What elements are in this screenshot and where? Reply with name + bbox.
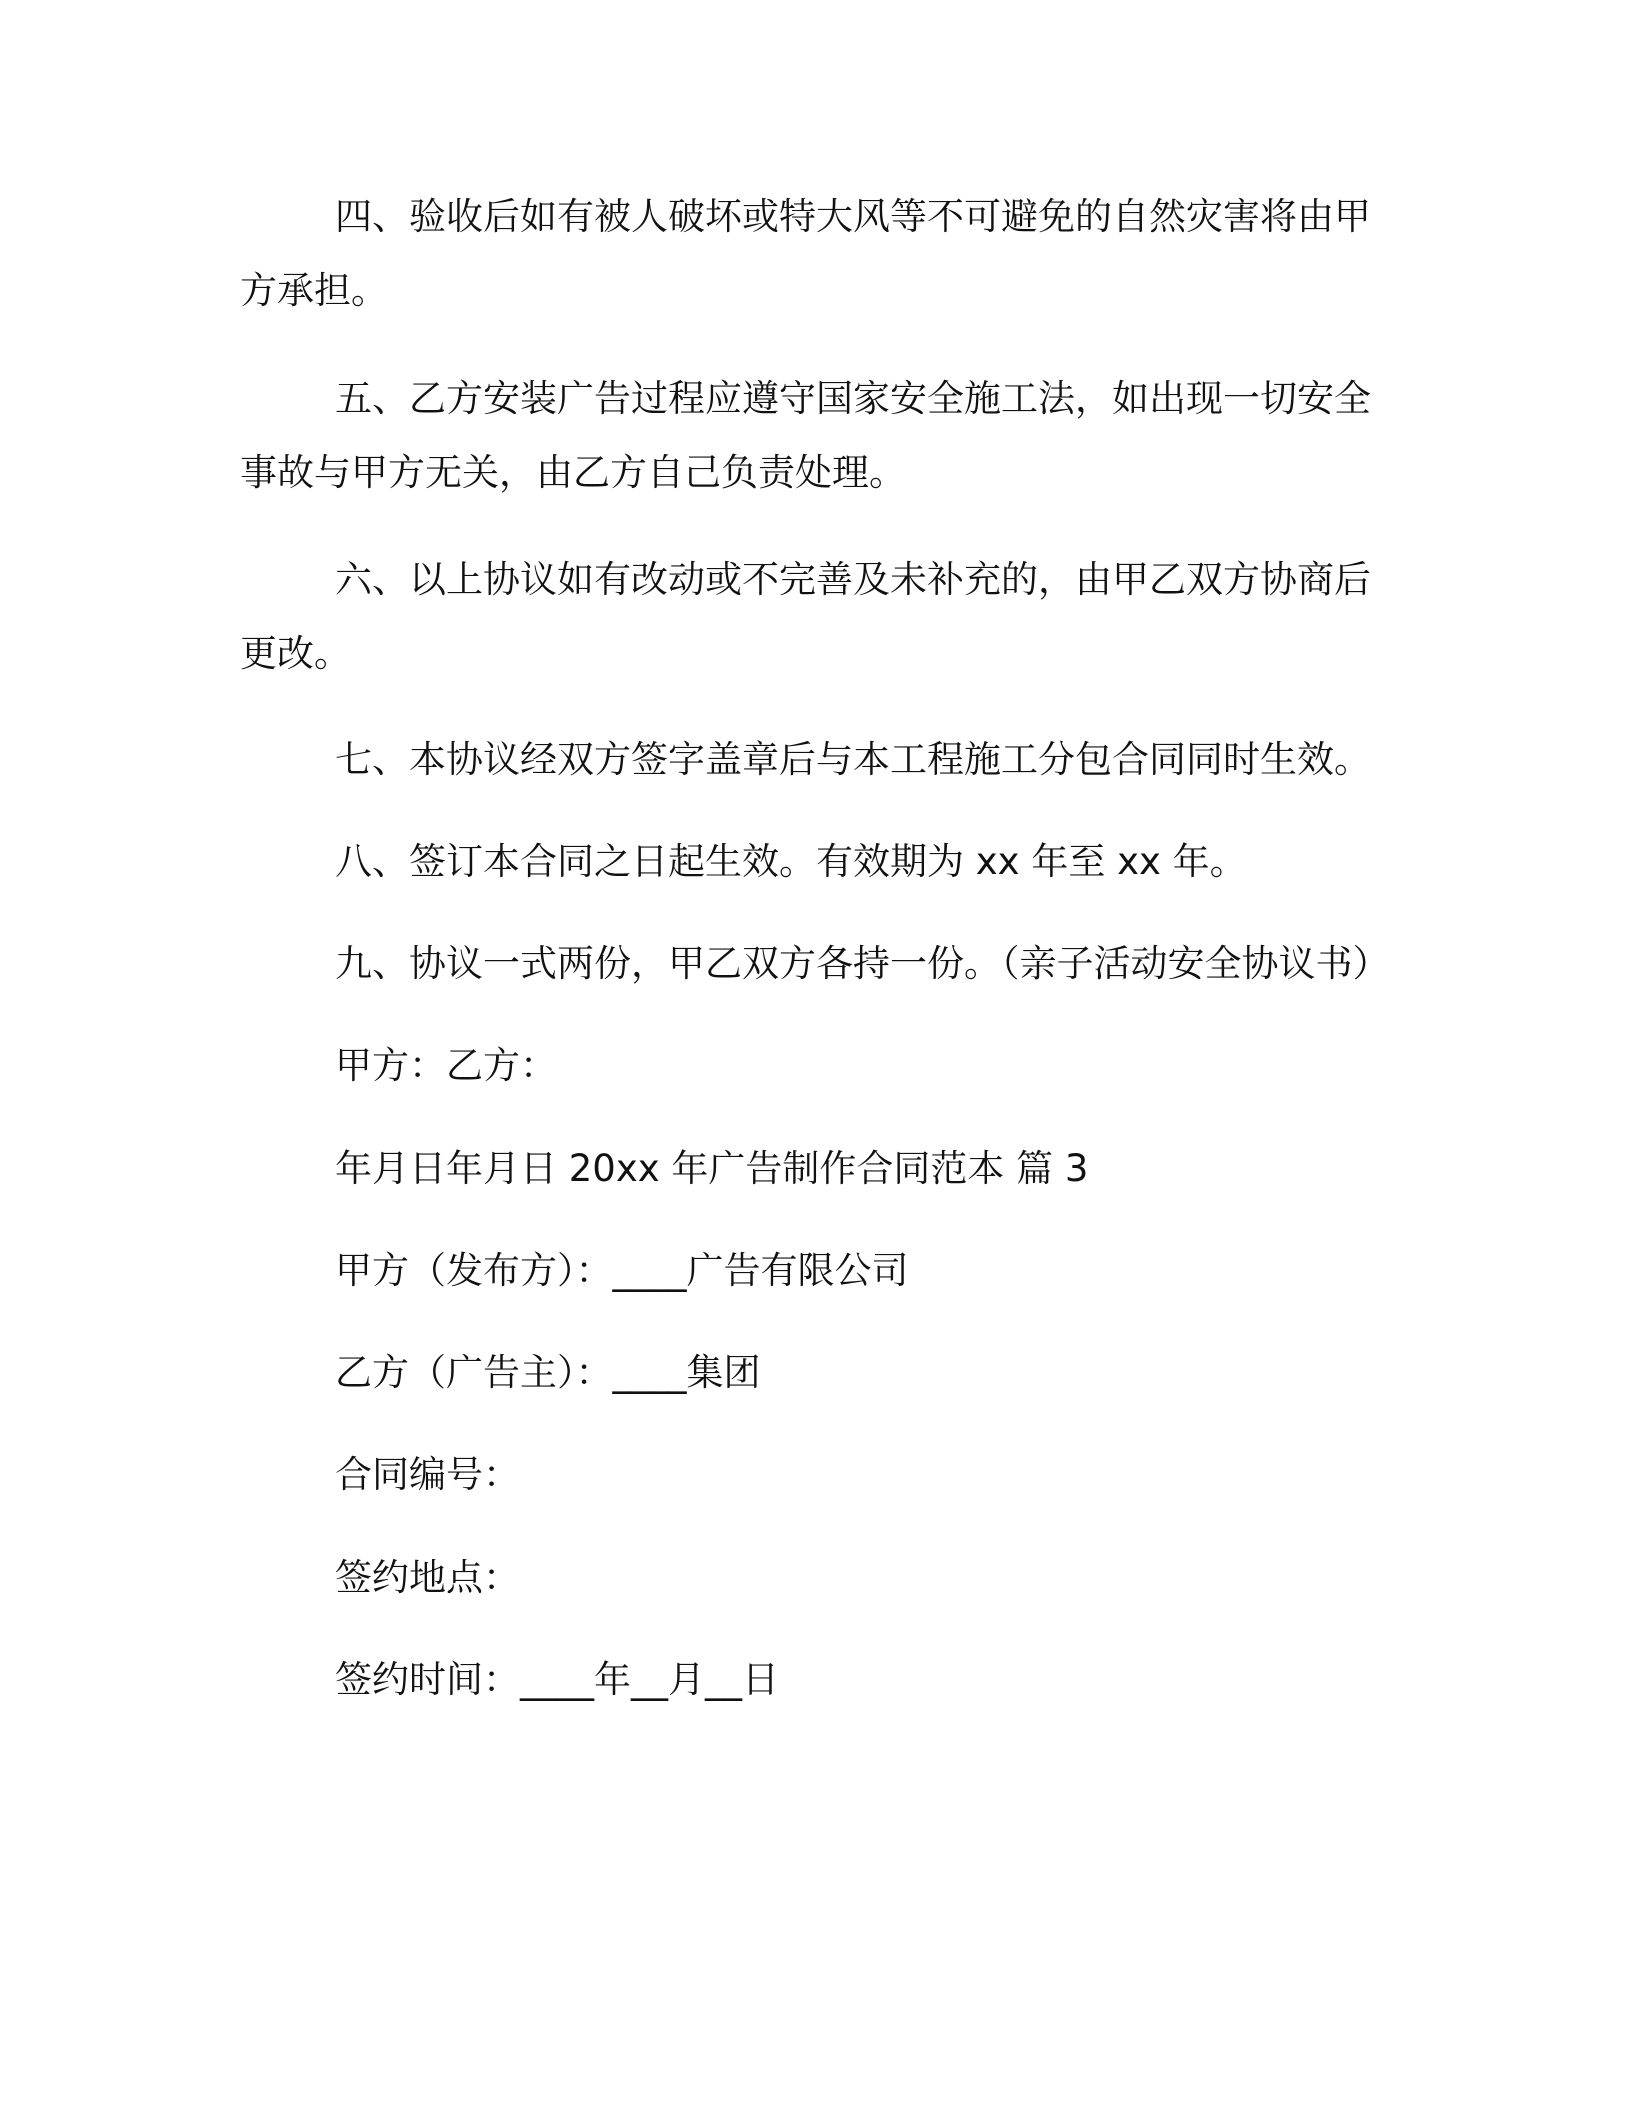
paragraph-clause-6 xyxy=(240,543,1380,691)
clause-8-line: 八、签订本合同之日起生效。有效期为 xx 年至 xx 年。 xyxy=(335,840,1247,883)
paragraph-clause-4 xyxy=(240,180,1380,328)
signing-location-line: 签约地点： xyxy=(335,1556,520,1599)
party-signature-line: 甲方：乙方： xyxy=(335,1044,557,1087)
clause-9-line: 九、协议一式两份，甲乙双方各持一份。（亲子活动安全协议书） xyxy=(335,942,1390,985)
contract-number-line: 合同编号： xyxy=(335,1453,520,1496)
signing-time-line: 签约时间：____年__月__日 xyxy=(335,1658,779,1701)
paragraph-clause-5 xyxy=(240,362,1380,510)
date-and-section-title: 年月日年月日 20xx 年广告制作合同范本 篇 3 xyxy=(335,1147,1089,1190)
party-b-advertiser-line: 乙方（广告主）：____集团 xyxy=(335,1351,761,1394)
paragraph-text: 五、乙方安装广告过程应遵守国家安全施工法，如出现一切安全事故与甲方无关，由乙方自己负责处理。 xyxy=(240,377,1371,494)
paragraph-text: 六、以上协议如有改动或不完善及未补充的，由甲乙双方协商后更改。 xyxy=(240,558,1371,675)
clause-7-line: 七、本协议经双方签字盖章后与本工程施工分包合同同时生效。 xyxy=(335,738,1371,781)
paragraph-text: 四、验收后如有被人破坏或特大风等不可避免的自然灾害将由甲方承担。 xyxy=(240,195,1371,312)
party-a-publisher-line: 甲方（发布方）：____广告有限公司 xyxy=(335,1249,909,1292)
